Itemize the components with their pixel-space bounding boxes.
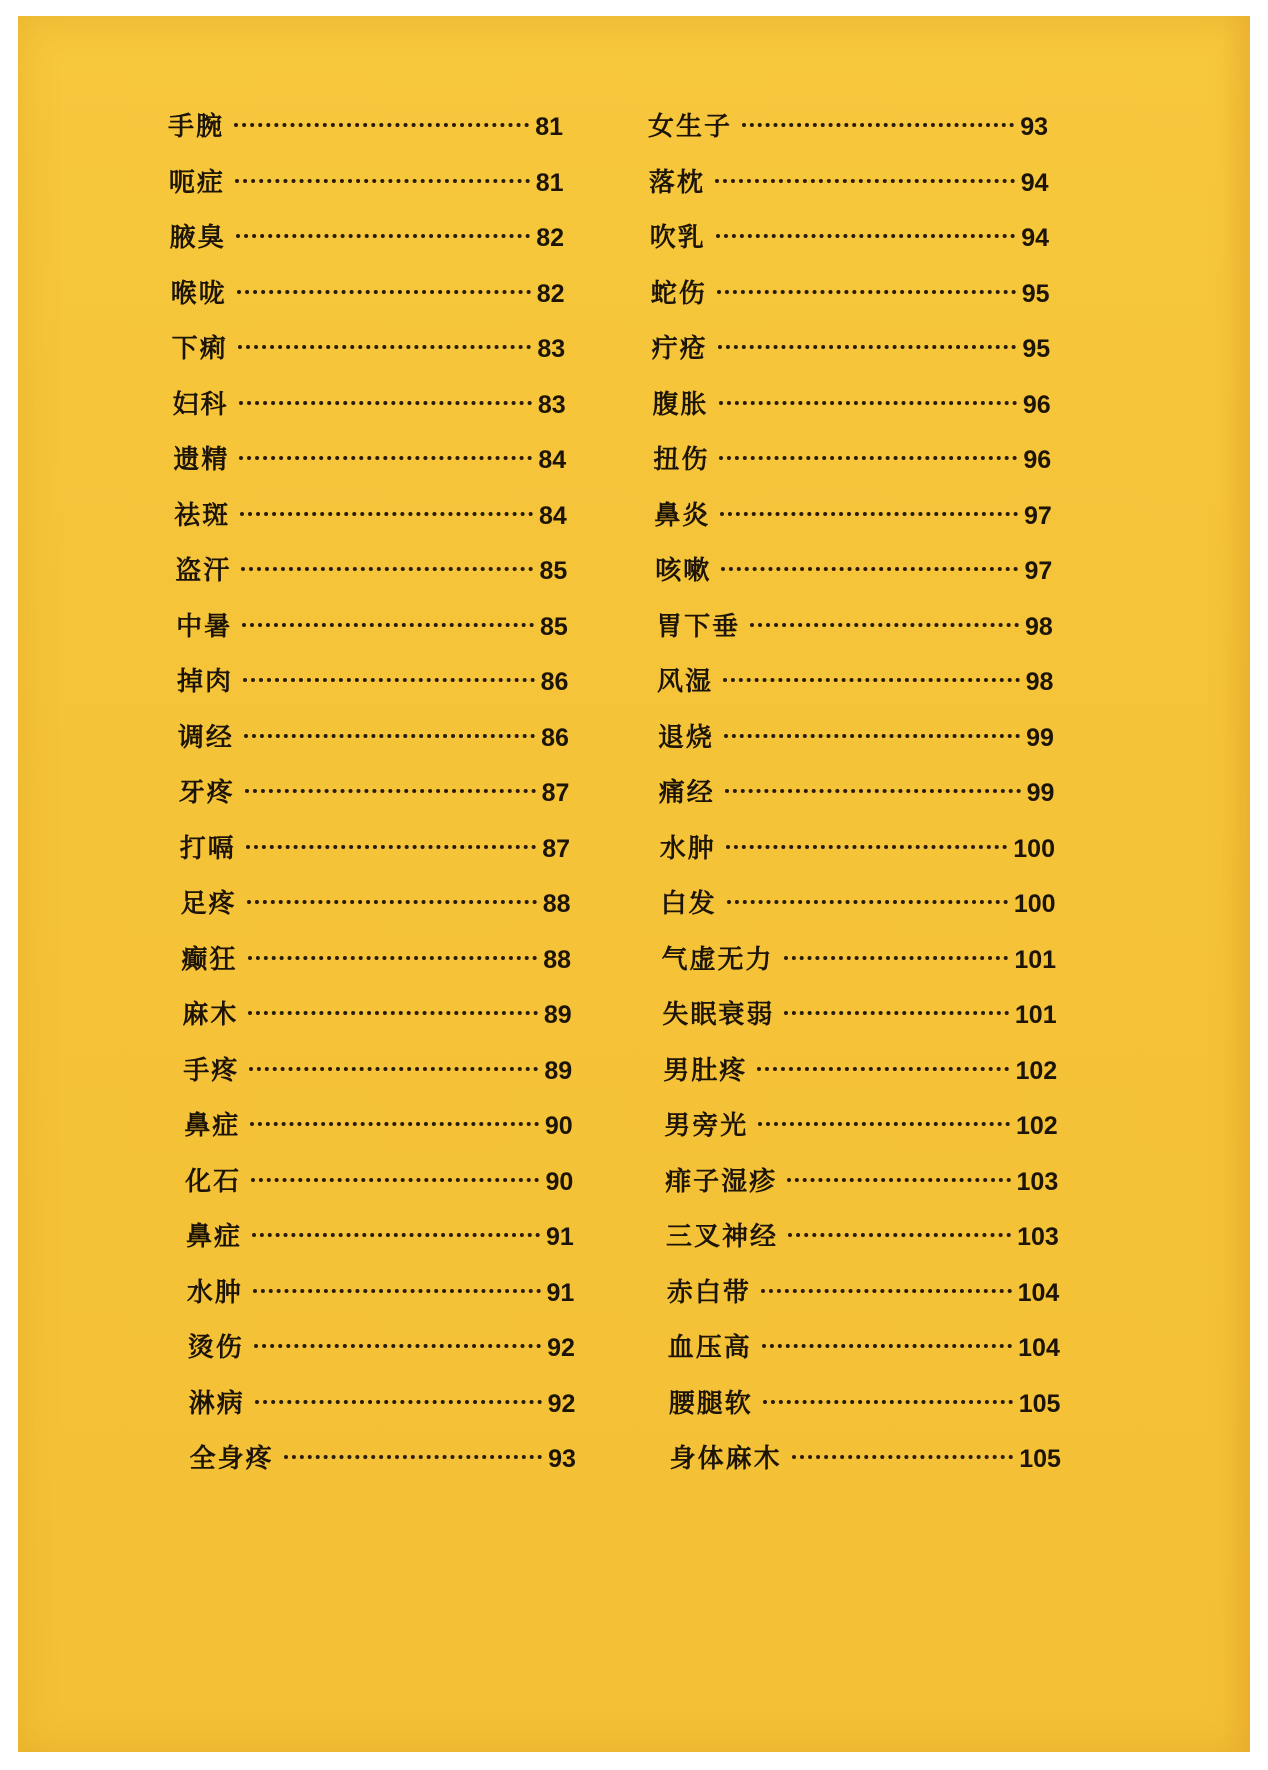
dot-leader (255, 1400, 542, 1404)
toc-entry-page-number: 88 (543, 945, 572, 974)
toc-entry-title: 胃下垂 (656, 611, 741, 642)
toc-entry (177, 661, 568, 701)
toc-entry-title: 女生子 (648, 112, 733, 142)
toc-entry-title: 麻木 (182, 1000, 239, 1030)
toc-entry (189, 1383, 576, 1423)
toc-entry (187, 1272, 574, 1312)
toc-entry-page-number: 98 (1025, 668, 1054, 696)
dot-leader (742, 123, 1014, 127)
dot-leader (253, 1289, 541, 1293)
dot-leader (254, 1344, 541, 1348)
toc-entry-page-number: 96 (1023, 446, 1052, 474)
toc-entry-title: 水肿 (659, 833, 716, 864)
toc-entry (188, 1327, 575, 1367)
dot-leader (248, 1011, 537, 1015)
toc-entry-title: 牙疼 (178, 778, 235, 808)
toc-entry-title: 疔疮 (651, 334, 708, 364)
dot-leader (234, 123, 529, 127)
toc-entry-title: 腹胀 (652, 389, 709, 420)
toc-entry-title: 呃症 (168, 167, 225, 198)
toc-entry-page-number: 90 (545, 1167, 574, 1196)
toc-entry (661, 883, 1056, 923)
toc-entry-title: 白发 (660, 889, 717, 919)
toc-entry (648, 106, 1048, 146)
page-edge-shadow (1222, 16, 1250, 1752)
toc-entry-title: 掉肉 (177, 667, 234, 697)
dot-leader (718, 345, 1017, 349)
toc-entry-page-number: 90 (544, 1112, 573, 1140)
toc-entry-page-number: 105 (1019, 1445, 1061, 1473)
toc-entry (182, 939, 572, 979)
toc-entry-page-number: 92 (547, 1334, 575, 1362)
dot-leader (247, 900, 537, 904)
toc-entry-page-number: 104 (1018, 1334, 1060, 1362)
toc-entry-page-number: 85 (540, 612, 568, 641)
toc-entry-title: 手腕 (168, 112, 225, 142)
toc-entry-title: 手疼 (183, 1055, 240, 1086)
dot-leader (784, 1011, 1009, 1015)
toc-entry-page-number: 82 (536, 279, 565, 308)
dot-leader (788, 1233, 1011, 1237)
toc-entry-title: 喉咙 (170, 278, 227, 309)
toc-entry-title: 烫伤 (187, 1333, 244, 1363)
dot-leader (239, 401, 532, 405)
toc-entry-page-number: 82 (536, 224, 565, 252)
toc-entry-title: 腋臭 (169, 223, 226, 253)
toc-entry-page-number: 91 (545, 1223, 574, 1251)
toc-entry-page-number: 101 (1014, 1001, 1057, 1029)
toc-entry-page-number: 105 (1018, 1389, 1061, 1418)
dot-leader (245, 789, 536, 793)
toc-entry (183, 1050, 572, 1090)
toc-entry (169, 162, 564, 202)
toc-entry-title: 鼻症 (184, 1111, 241, 1141)
toc-entry-page-number: 103 (1017, 1223, 1059, 1251)
dot-leader (750, 623, 1019, 627)
dot-leader (787, 1178, 1010, 1182)
toc-entry-page-number: 83 (537, 335, 566, 363)
toc-entry (663, 1050, 1057, 1090)
toc-entry-page-number: 93 (548, 1445, 576, 1473)
toc-entry-title: 遗精 (173, 445, 230, 475)
toc-entry (667, 1272, 1059, 1312)
dot-leader (717, 290, 1016, 294)
toc-entry (659, 772, 1055, 812)
toc-entry (179, 772, 570, 812)
toc-entry-title: 鼻炎 (654, 500, 711, 531)
toc-entry-page-number: 96 (1022, 390, 1051, 419)
dot-leader (719, 401, 1017, 405)
dot-leader (248, 956, 538, 960)
toc-entry (180, 828, 570, 868)
toc-entry-page-number: 99 (1026, 779, 1055, 807)
toc-entry (654, 495, 1051, 535)
toc-entry-page-number: 94 (1020, 168, 1049, 197)
toc-entry (171, 273, 565, 313)
toc-entry-title: 全身疼 (189, 1444, 274, 1474)
toc-entry-title: 腰腿软 (668, 1388, 753, 1419)
toc-entry-title: 身体麻木 (669, 1444, 782, 1474)
toc-entry-page-number: 101 (1014, 945, 1057, 974)
toc-entry (649, 162, 1049, 202)
dot-leader (240, 512, 533, 516)
toc-entry-title: 退烧 (657, 722, 714, 753)
toc-entry (655, 550, 1052, 590)
toc-entry-title: 落枕 (648, 167, 705, 198)
toc-entry-title: 吹乳 (649, 223, 706, 253)
toc-entry-title: 癫狂 (181, 944, 238, 975)
toc-entry-title: 赤白带 (666, 1277, 751, 1308)
toc-entry-page-number: 86 (541, 723, 569, 752)
toc-entry (652, 328, 1051, 368)
dot-leader (719, 456, 1017, 460)
toc-entry-title: 盗汗 (175, 556, 232, 586)
toc-entry-page-number: 81 (535, 113, 563, 141)
dot-leader (723, 678, 1020, 682)
dot-leader (715, 179, 1015, 183)
toc-entry (176, 606, 568, 646)
document-page (18, 16, 1250, 1752)
toc-entry-page-number: 87 (541, 779, 570, 807)
dot-leader (236, 234, 530, 238)
toc-entry-page-number: 86 (540, 668, 569, 696)
dot-leader (721, 567, 1018, 571)
toc-entry-page-number: 100 (1013, 890, 1056, 918)
toc-entry-page-number: 89 (544, 1056, 573, 1085)
toc-entry-page-number: 81 (535, 168, 564, 197)
toc-entry (173, 384, 566, 424)
toc-entry (186, 1216, 574, 1256)
toc-entry-title: 咳嗽 (655, 556, 712, 586)
toc-entry-page-number: 87 (542, 834, 570, 863)
toc-entry (670, 1438, 1061, 1478)
toc-entry-title: 祛斑 (174, 500, 231, 531)
toc-entry-page-number: 84 (538, 446, 567, 474)
toc-entry-page-number: 97 (1023, 501, 1052, 530)
toc-entry-title: 下痢 (171, 334, 228, 364)
dot-leader (725, 789, 1021, 793)
dot-leader (762, 1344, 1012, 1348)
toc-entry (172, 328, 566, 368)
dot-leader (726, 845, 1008, 849)
toc-entry-page-number: 92 (547, 1389, 576, 1418)
toc-entry-page-number: 104 (1017, 1278, 1060, 1307)
toc-entry (657, 661, 1053, 701)
toc-entry (669, 1383, 1061, 1423)
toc-entry (170, 217, 564, 257)
toc-entry-page-number: 89 (543, 1001, 572, 1029)
toc-entry-page-number: 103 (1016, 1167, 1059, 1196)
toc-entry-title: 中暑 (176, 611, 233, 642)
toc-entry-page-number: 102 (1015, 1056, 1058, 1085)
toc-entry-title: 痛经 (658, 778, 715, 808)
dot-leader (758, 1122, 1010, 1126)
dot-leader (238, 345, 532, 349)
toc-entry-title: 蛇伤 (650, 278, 707, 309)
toc-entry (662, 994, 1056, 1034)
toc-entry-title: 鼻症 (186, 1222, 243, 1252)
toc-entry (184, 1105, 573, 1145)
toc-entry-title: 打嗝 (179, 833, 236, 864)
toc-entry (664, 1105, 1058, 1145)
dot-leader (284, 1455, 543, 1459)
toc-entry-title: 男旁光 (664, 1111, 749, 1141)
dot-leader (246, 845, 536, 849)
dot-leader (763, 1400, 1013, 1404)
toc-entry (651, 273, 1050, 313)
toc-entry (175, 550, 567, 590)
toc-entry-page-number: 83 (537, 390, 566, 419)
toc-entry-title: 男肚疼 (663, 1055, 748, 1086)
dot-leader (235, 179, 530, 183)
dot-leader (792, 1455, 1014, 1459)
toc-entry (656, 606, 1053, 646)
dot-leader (727, 900, 1008, 904)
toc-entry (182, 994, 571, 1034)
toc-entry-page-number: 99 (1026, 723, 1054, 752)
dot-leader (761, 1289, 1012, 1293)
toc-entry (658, 717, 1054, 757)
dot-leader (239, 456, 532, 460)
toc-entry-title: 血压高 (667, 1333, 752, 1363)
toc-entry (668, 1327, 1060, 1367)
toc-entry (662, 939, 1057, 979)
toc-entry-page-number: 95 (1021, 279, 1050, 308)
toc-entry-title: 三叉神经 (666, 1222, 779, 1252)
toc-entry (190, 1438, 576, 1478)
dot-leader (242, 623, 534, 627)
toc-entry-title: 调经 (177, 722, 234, 753)
toc-entry-page-number: 95 (1022, 335, 1051, 363)
dot-leader (757, 1067, 1009, 1071)
toc-entry (178, 717, 569, 757)
dot-leader (252, 1233, 540, 1237)
dot-leader (716, 234, 1015, 238)
toc-entry (650, 217, 1049, 257)
toc-entry-page-number: 91 (546, 1278, 575, 1307)
toc-entry-page-number: 85 (539, 557, 568, 585)
toc-entry-title: 痱子湿疹 (665, 1166, 778, 1197)
dot-leader (249, 1067, 538, 1071)
toc-entry (653, 439, 1051, 479)
toc-entry (168, 106, 563, 146)
toc-entry (653, 384, 1051, 424)
dot-leader (251, 1178, 539, 1182)
dot-leader (784, 956, 1009, 960)
dot-leader (250, 1122, 539, 1126)
toc-entry (660, 828, 1055, 868)
toc-entry (173, 439, 566, 479)
toc-entry (666, 1216, 1059, 1256)
toc-entry-title: 化石 (185, 1166, 242, 1197)
toc-entry (185, 1161, 573, 1201)
toc-entry (174, 495, 566, 535)
toc-entry-page-number: 102 (1015, 1112, 1058, 1140)
toc-entry-page-number: 94 (1021, 224, 1050, 252)
toc-entry-title: 气虚无力 (661, 944, 774, 975)
dot-leader (724, 734, 1020, 738)
toc-entry-page-number: 97 (1024, 557, 1053, 585)
toc-entry-title: 失眠衰弱 (662, 1000, 775, 1030)
toc-entry-page-number: 100 (1013, 834, 1055, 863)
toc-entry (665, 1161, 1058, 1201)
dot-leader (720, 512, 1018, 516)
toc-entry (181, 883, 571, 923)
toc-entry-title: 风湿 (657, 667, 714, 697)
dot-leader (244, 734, 535, 738)
toc-entry-page-number: 98 (1025, 612, 1053, 641)
dot-leader (243, 678, 535, 682)
toc-entry-page-number: 84 (538, 501, 567, 530)
dot-leader (237, 290, 531, 294)
toc-entry-page-number: 93 (1020, 113, 1048, 141)
toc-entry-title: 扭伤 (653, 445, 710, 475)
toc-entry-title: 淋病 (188, 1388, 245, 1419)
toc-entry-title: 妇科 (172, 389, 229, 420)
toc-entry-title: 水肿 (186, 1277, 243, 1308)
toc-entry-page-number: 88 (542, 890, 571, 918)
toc-entry-title: 足疼 (180, 889, 237, 919)
dot-leader (241, 567, 533, 571)
